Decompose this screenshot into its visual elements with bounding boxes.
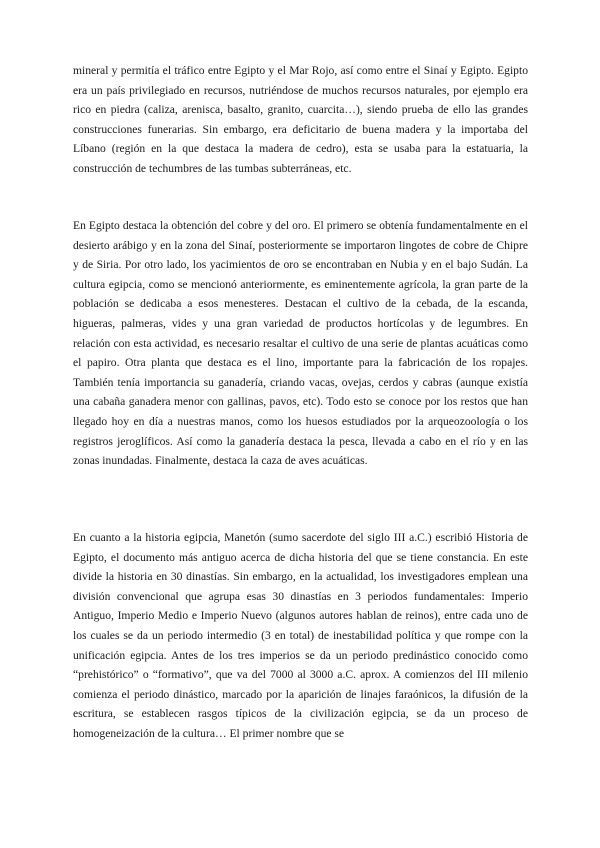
paragraph-1 — [73, 61, 528, 179]
paragraph-text: mineral y permitía el tráfico entre Egipto y el Mar Rojo, así como entre el Sinaí y Egipto. Egipto era un país privilegiado en recursos, nutriéndose de muchos recursos naturales, por ejemplo era rico en piedra (caliza, arenisca, basalto, granito, cuarcita…), siendo prueba de ello las grandes construcciones funerarias. Sin embargo, era deficitario de buena madera y la importaba del Líbano (región en la que destaca la madera de cedro), esta se usaba para la estatuaria, la construcción de techumbres de las tumbas subterráneas, etc. — [73, 64, 528, 175]
paragraph-2 — [73, 216, 528, 471]
paragraph-3 — [73, 528, 528, 744]
paragraph-text: En Egipto destaca la obtención del cobre y del oro. El primero se obtenía fundamentalmente en el desierto arábigo y en la zona del Sinaí, posteriormente se importaron lingotes de cobre de Chipre y de Siria. Por otro lado, los yacimientos de oro se encontraban en Nubia y en el bajo Sudán. La cultura egipcia, como se mencionó anteriormente, es eminentemente agrícola, la gran parte de la población se dedicaba a esos menesteres. Destacan el cultivo de la cebada, de la escanda, higueras, palmeras, vides y una gran variedad de productos hortícolas y de legumbres. En relación con esta actividad, es necesario resaltar el cultivo de una serie de plantas acuáticas como el papiro. Otra planta que destaca es el lino, importante para la fabricación de los ropajes. También tenía importancia su ganadería, criando vacas, ovejas, cerdos y cabras (aunque existía una cabaña ganadera menor con gallinas, pavos, etc). Todo esto se conoce por los restos que han llegado hoy en día a nuestras manos, como los huesos estudiados por la arqueozoología o los registros jeroglíficos. Así como la ganadería destaca la pesca, llevada a cabo en el río y en las zonas inundadas. Finalmente, destaca la caza de aves acuáticas. — [73, 219, 528, 468]
paragraph-text: En cuanto a la historia egipcia, Manetón (sumo sacerdote del siglo III a.C.) escribió Historia de Egipto, el documento más antiguo acerca de dicha historia del que se tiene constancia. En este divide la historia en 30 dinastías. Sin embargo, en la actualidad, los investigadores emplean una división convencional que agrupa esas 30 dinastías en 3 periodos fundamentales: Imperio Antiguo, Imperio Medio e Imperio Nuevo (algunos autores hablan de reinos), entre cada uno de los cuales se da un periodo intermedio (3 en total) de inestabilidad política y que rompe con la unificación egipcia. Antes de los tres imperios se da un periodo predinástico conocido como “prehistórico” o “formativo”, que va del 7000 al 3000 a.C. aprox. A comienzos del III milenio comienza el periodo dinástico, marcado por la aparición de linajes faraónicos, la difusión de la escritura, se establecen rasgos típicos de la civilización egipcia, se da un proceso de homogeneización de la cultura… El primer nombre que se — [73, 531, 528, 740]
